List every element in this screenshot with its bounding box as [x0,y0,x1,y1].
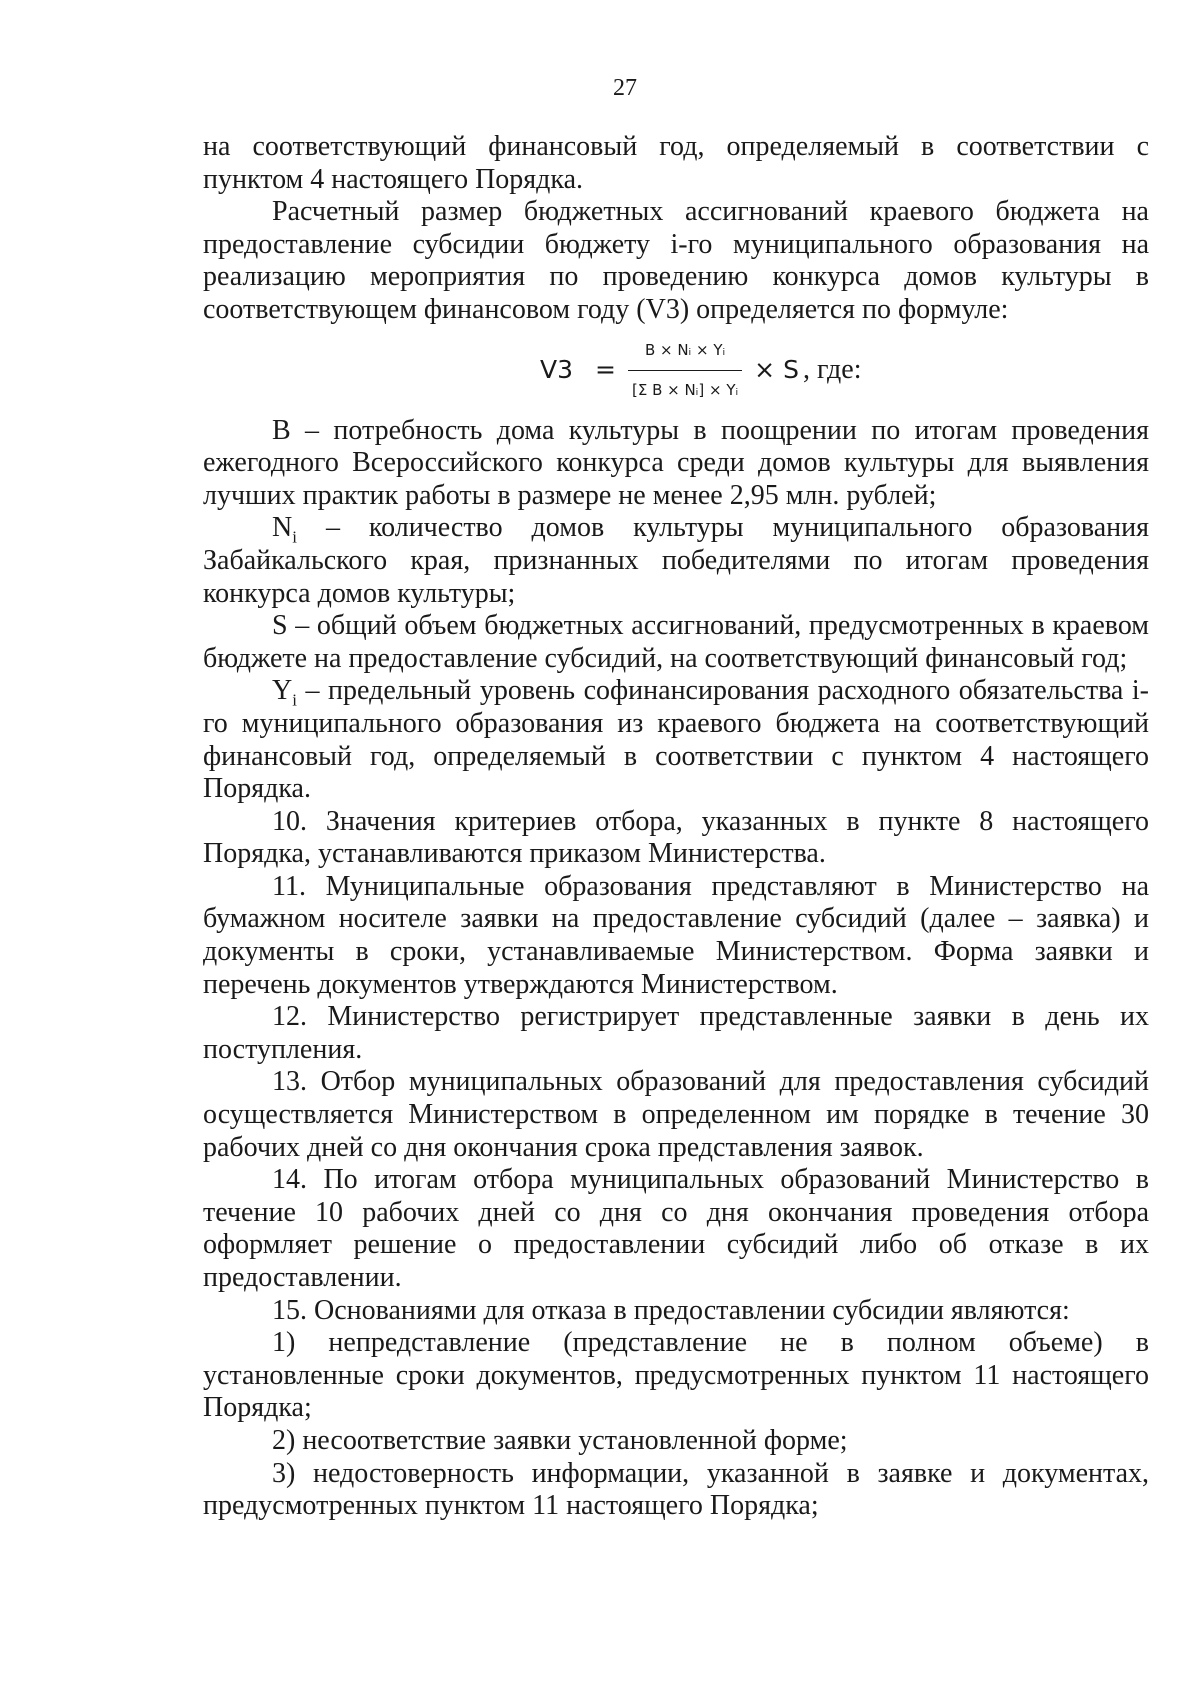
paragraph-item-10: 10. Значения критериев отбора, указанных в пункте 8 настоящего Порядка, устанавливаются приказом Министерства. [203,805,1149,870]
definition-text: – предельный уровень софинансирования расходного обязательства i-го муниципального образования из краевого бюджета на соответствующий финансовый год, определяемый в соответствии с пунктом 4 настоящего Порядка. [203,675,1149,805]
page-number: 27 [613,75,637,101]
paragraph-item-15: 15. Основаниями для отказа в предоставлении субсидии являются: [272,1294,1070,1326]
definition-text: – потребность дома культуры в поощрении по итогам проведения ежегодного Всероссийского конкурса среди домов культуры для выявления лучших практик работы в размере не менее 2,95 млн. рублей; [203,414,1149,511]
definition-symbol: Y [272,675,293,707]
list-item-1: 1) непредставление (представление не в полном объеме) в установленные сроки документов, предусмотренных пунктом 11 настоящего Порядка; [203,1327,1149,1424]
formula-multiplier: × S [754,355,799,385]
definition-subscript: i [292,690,297,710]
paragraph-item-14: 14. По итогам отбора муниципальных образований Министерство в течение 10 рабочих дней со дня со дня окончания проведения отбора оформляет решение о предоставлении субсидий либо об отказе в их предоставлении. [203,1164,1149,1293]
definition-symbol: B [272,414,291,446]
definition-item [203,512,1149,610]
definition-symbol: S [272,610,288,642]
definition-item [203,415,1149,513]
paragraph-continuation: на соответствующий финансовый год, определяемый в соответствии с пунктом 4 настоящего Порядка. [203,131,1149,195]
definition-text: – количество домов культуры муниципального образования Забайкальского края, признанных победителями по итогам проведения конкурса домов культуры; [203,512,1149,609]
paragraph-item-11: 11. Муниципальные образования представляют в Министерство на бумажном носителе заявки на предоставление субсидий (далее – заявка) и документы в сроки, устанавливаемые Министерством. Форма заявки и перечень документов утверждаются Министерством. [203,870,1149,1000]
formula-numerator: B × Nᵢ × Yᵢ [644,341,726,360]
paragraph-item-13: 13. Отбор муниципальных образований для предоставления субсидий осуществляется Министерством в определенном им порядке в течение 30 рабочих дней со дня окончания срока представления заявок. [203,1066,1149,1163]
formula-tail: , где: [802,354,862,386]
list-item-2: 2) несоответствие заявки установленной форме; [272,1424,848,1456]
document-body [203,131,1149,1523]
formula [540,339,861,403]
paragraph-calculation-intro: Расчетный размер бюджетных ассигнований краевого бюджета на предоставление субсидии бюджету i-го муниципального образования на реализацию мероприятия по проведению конкурса домов культуры в соответствующем финансовом году (V3) определяется по формуле: [203,196,1149,325]
definition-item [203,675,1149,805]
definition-item [203,610,1149,675]
definitions-list [203,415,1149,806]
formula-equals: = [595,355,616,385]
list-item-3: 3) недостоверность информации, указанной в заявке и документах, предусмотренных пунктом 11 настоящего Порядка; [203,1457,1149,1522]
formula-fraction [628,334,742,406]
formula-lhs: V3 [540,355,574,385]
definition-text: – общий объем бюджетных ассигнований, предусмотренных в краевом бюджете на предоставление субсидий, на соответствующий финансовый год; [203,610,1149,674]
formula-denominator: [Σ B × Nᵢ] × Yᵢ [631,381,739,400]
formula-block [203,327,1149,415]
definition-subscript: i [292,527,297,547]
paragraph-item-12: 12. Министерство регистрирует представленные заявки в день их поступления. [203,1001,1149,1065]
definition-symbol: N [272,512,293,544]
